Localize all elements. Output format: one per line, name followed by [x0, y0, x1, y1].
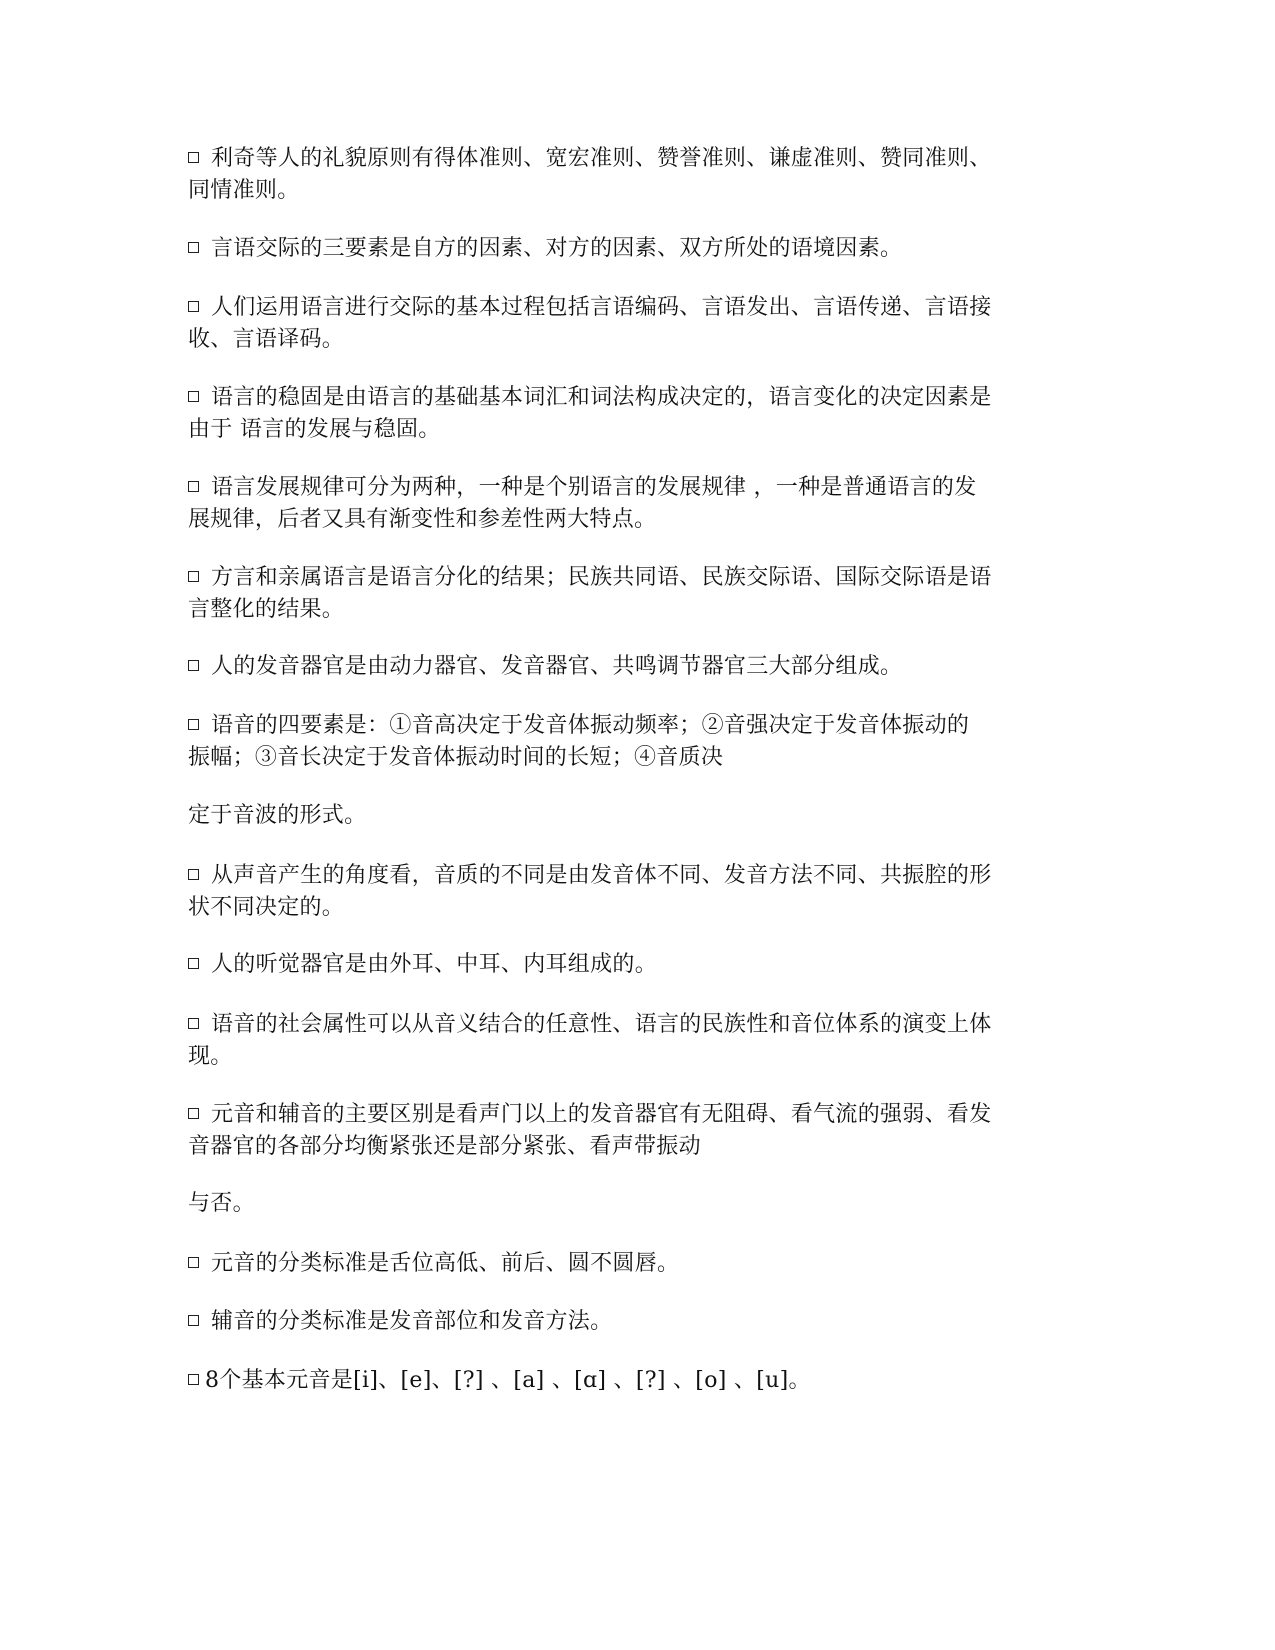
paragraph-7-line-1: 人的发音器官是由动力器官、发音器官、共鸣调节器官三大部分组成。	[188, 651, 902, 683]
checkbox-bullet-icon	[188, 152, 199, 163]
paragraph-3-line-2: 收、言语译码。	[188, 327, 345, 352]
checkbox-bullet-icon	[188, 958, 199, 969]
paragraph-5-line-1: 语言发展规律可分为两种，一种是个别语言的发展规律 ，一种是普通语言的发	[188, 472, 977, 504]
paragraph-13-line-1: 元音和辅音的主要区别是看声门以上的发音器官有无阻碍、看气流的强弱、看发	[188, 1099, 992, 1131]
checkbox-bullet-icon	[188, 869, 199, 880]
paragraph-4-line-2: 由于 语言的发展与稳固。	[188, 417, 441, 442]
paragraph-11-line-1: 人的听觉器官是由外耳、中耳、内耳组成的。	[188, 949, 657, 981]
paragraph-1-line-1: 利奇等人的礼貌原则有得体准则、宽宏准则、赞誉准则、谦虚准则、赞同准则、	[188, 143, 992, 175]
checkbox-bullet-icon	[188, 1315, 199, 1326]
paragraph-13-line-2: 音器官的各部分均衡紧张还是部分紧张、看声带振动	[188, 1134, 701, 1159]
paragraph-12-line-1: 语音的社会属性可以从音义结合的任意性、语言的民族性和音位体系的演变上体	[188, 1009, 992, 1041]
checkbox-bullet-icon	[188, 1108, 199, 1119]
paragraph-4-line-1: 语言的稳固是由语言的基础基本词汇和词法构成决定的，语言变化的决定因素是	[188, 382, 992, 414]
paragraph-8-line-2: 振幅；③音长决定于发音体振动时间的长短；④音质决	[188, 745, 724, 770]
checkbox-bullet-icon	[188, 660, 199, 671]
paragraph-12-line-2: 现。	[188, 1044, 233, 1069]
paragraph-10-line-2: 状不同决定的。	[188, 895, 345, 920]
checkbox-bullet-icon	[188, 571, 199, 582]
checkbox-bullet-icon	[188, 481, 199, 492]
checkbox-bullet-icon	[188, 1257, 199, 1268]
checkbox-bullet-icon	[188, 242, 199, 253]
checkbox-bullet-icon	[188, 1374, 199, 1385]
checkbox-bullet-icon	[188, 391, 199, 402]
paragraph-2-line-1: 言语交际的三要素是自方的因素、对方的因素、双方所处的语境因素。	[188, 233, 902, 265]
paragraph-8-line-1: 语音的四要素是：①音高决定于发音体振动频率；②音强决定于发音体振动的	[188, 710, 969, 742]
checkbox-bullet-icon	[188, 301, 199, 312]
paragraph-17-line-1: 8个基本元音是[i]、[e]、[?] 、[a] 、[ɑ] 、[?] 、[o] 、[u]。	[188, 1365, 811, 1397]
paragraph-3-line-1: 人们运用语言进行交际的基本过程包括言语编码、言语发出、言语传递、言语接	[188, 292, 992, 324]
paragraph-15-line-1: 元音的分类标准是舌位高低、前后、圆不圆唇。	[188, 1248, 679, 1280]
paragraph-9-line-1: 定于音波的形式。	[188, 803, 367, 828]
checkbox-bullet-icon	[188, 1018, 199, 1029]
paragraph-14-line-1: 与否。	[188, 1191, 255, 1216]
checkbox-bullet-icon	[188, 719, 199, 730]
paragraph-1-line-2: 同情准则。	[188, 178, 300, 203]
paragraph-5-line-2: 展规律，后者又具有渐变性和参差性两大特点。	[188, 507, 657, 532]
paragraph-6-line-1: 方言和亲属语言是语言分化的结果；民族共同语、民族交际语、国际交际语是语	[188, 562, 992, 594]
paragraph-10-line-1: 从声音产生的角度看，音质的不同是由发音体不同、发音方法不同、共振腔的形	[188, 860, 992, 892]
paragraph-16-line-1: 辅音的分类标准是发音部位和发音方法。	[188, 1306, 612, 1338]
paragraph-6-line-2: 言整化的结果。	[188, 597, 345, 622]
